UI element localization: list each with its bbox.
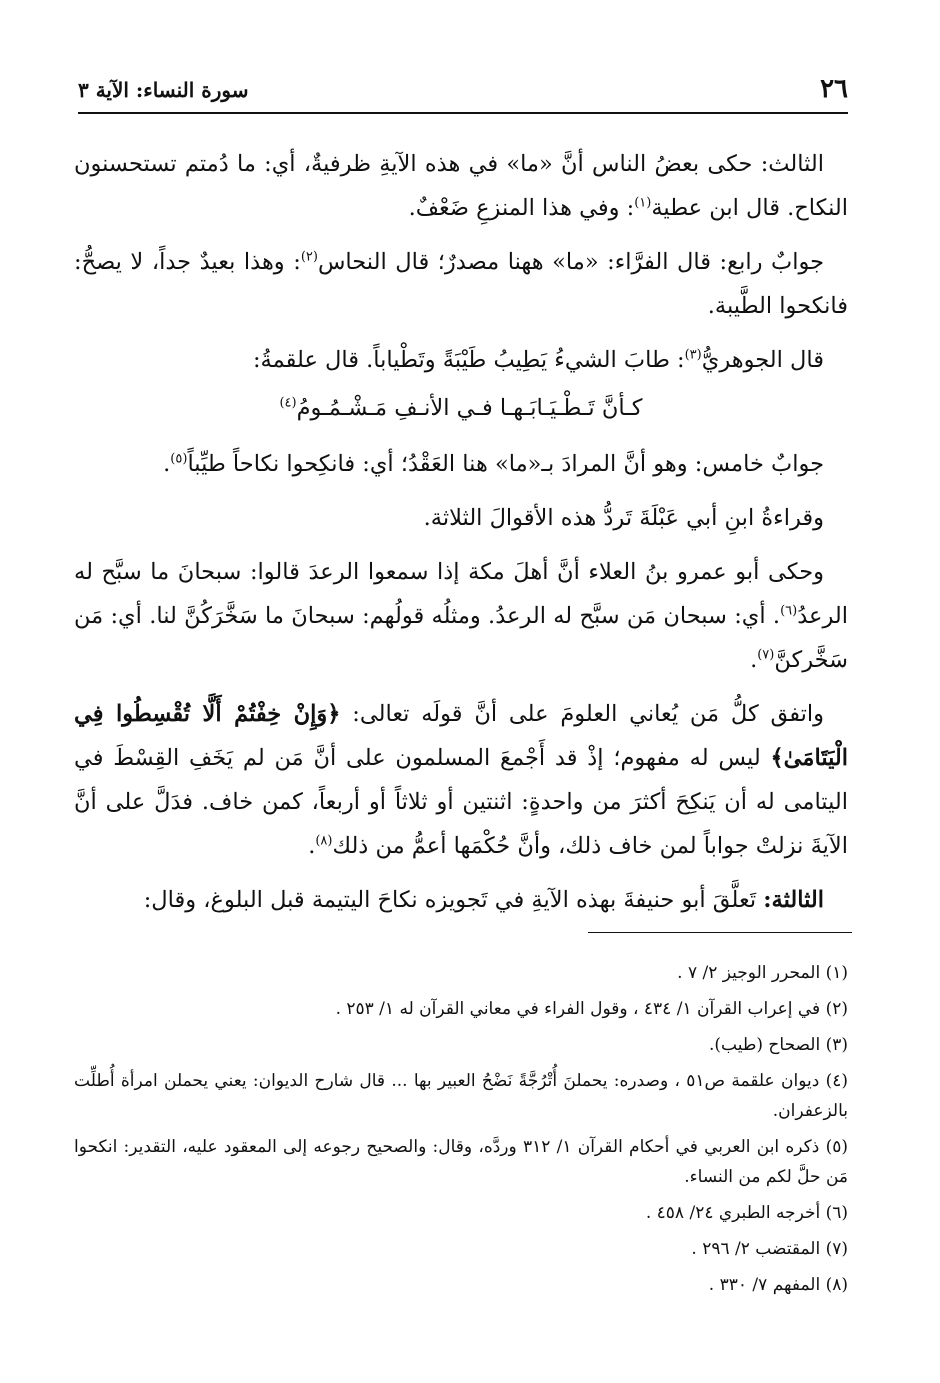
issue-heading: الثالثة: <box>763 887 824 913</box>
footnote-4: (٤) ديوان علقمة ص٥١ ، وصدره: يحملنَ أُتْرُجَّةً نَضْحُ العبير بها ... قال شارح الديوان: يعني يحملن امرأة أُطلِّت بالزعفران. <box>74 1071 848 1121</box>
footnote-5: (٥) ذكره ابن العربي في أحكام القرآن ١/ ٣١٢ وردَّه، وقال: والصحيح رجوعه إلى المعقود عليه، التقدير: انكحوا مَن حلَّ لكم من النساء. <box>74 1137 848 1187</box>
footnotes <box>74 958 848 1306</box>
verse-text: كـأنَّ تَـطْـيَـابَـهـا فـي الأنـفِ مَـشْـمُـومُ <box>296 395 643 421</box>
footnote-ref: (٦) <box>780 603 798 619</box>
text-span: قال الجوهريُّ <box>701 347 824 373</box>
footnote-3: (٣) الصحاح (طيب). <box>708 1035 848 1055</box>
footnote-ref: (٨) <box>315 833 333 849</box>
footnote-7: (٧) المقتضب ٢/ ٢٩٦ . <box>691 1239 848 1259</box>
footnote-1: (١) المحرر الوجيز ٢/ ٧ . <box>677 963 848 983</box>
footnote-6: (٦) أخرجه الطبري ٢٤/ ٤٥٨ . <box>645 1203 848 1223</box>
text-span: : وهذا بعيدٌ جداً، لا يصحُّ: فانكحوا الطَّيبة. <box>74 249 848 319</box>
paragraph-third-issue <box>74 878 848 922</box>
footnote-ref: (٥) <box>170 451 188 467</box>
text-span: : وفي هذا المنزعِ ضَعْفٌ. <box>408 195 635 221</box>
footnote-ref: (٤) <box>279 395 297 411</box>
page-header <box>78 72 848 114</box>
poetry-verse <box>74 386 848 430</box>
footnote-ref: (١) <box>634 195 652 211</box>
page-number: ٢٦ <box>820 74 848 104</box>
text-span: : طابَ الشيءُ يَطِيبُ طَيْبَةً وتَطْياباً. قال علقمةُ: <box>252 347 685 373</box>
text-span: . <box>308 833 316 859</box>
footnote-8: (٨) المفهم ٧/ ٣٣٠ . <box>708 1275 848 1295</box>
paragraph-consensus <box>74 692 848 868</box>
text-span: واتفق كلُّ مَن يُعاني العلومَ على أنَّ قولَه تعالى: <box>340 701 824 727</box>
main-text <box>74 142 848 932</box>
text-span: الثالث: حكى بعضُ الناس أنَّ «ما» في هذه الآيةِ ظرفيةٌ، أي: ما دُمتم تستحسنون النكاح. قال ابن عطية <box>74 151 848 221</box>
text-span: جوابٌ خامس: وهو أنَّ المرادَ بـ«ما» هنا العَقْدُ؛ أي: فانكِحوا نكاحاً طيِّباً <box>187 451 824 477</box>
text-span: وحكى أبو عمرو بنُ العلاء أنَّ أهلَ مكة إذا سمعوا الرعدَ قالوا: سبحانَ ما سبَّح له الرعدُ <box>74 559 848 629</box>
paragraph-third-view <box>74 142 848 230</box>
text-span: ليس له مفهوم؛ إذْ قد أَجْمعَ المسلمون على أنَّ مَن لم يَخَفِ القِسْطَ في اليتامى له أن يَنكِحَ أكثرَ من واحدةٍ: اثنتين أو ثلاثاً أو أربعاً، كمن خاف. فدَلَّ على أنَّ الآيةَ نزلتْ جواباً لمن خاف ذلك، وأنَّ حُكْمَها أعمُّ من ذلك <box>74 745 848 859</box>
footnote-2: (٢) في إعراب القرآن ١/ ٤٣٤ ، وقول الفراء في معاني القرآن له ١/ ٢٥٣ . <box>335 999 848 1019</box>
text-span: تَعلَّقَ أبو حنيفةَ بهذه الآيةِ في تَجويزه نكاحَ اليتيمة قبل البلوغ، وقال: <box>143 887 764 913</box>
text-span: . أي: سبحان مَن سبَّح له الرعدُ. ومثلُه قولُهم: سبحانَ ما سَخَّرَكُنَّ لنا. أي: مَن سَخَّركنَّ <box>74 603 848 673</box>
paragraph-fourth-answer <box>74 240 848 328</box>
text-span: جوابٌ رابع: قال الفرَّاء: «ما» ههنا مصدرٌ؛ قال النحاس <box>317 249 824 275</box>
text-span: . <box>163 451 171 477</box>
footnote-ref: (٢) <box>300 249 318 265</box>
text-span: . <box>750 647 758 673</box>
paragraph-jawhari <box>74 338 848 382</box>
paragraph-abu-amr <box>74 550 848 682</box>
quran-quote: ﴿وَإِنْ خِفْتُمْ أَلَّا تُقْسِطُوا فِي الْيَتَامَىٰ﴾ <box>74 701 848 771</box>
footnote-ref: (٣) <box>684 347 702 363</box>
footnote-divider <box>588 932 852 933</box>
footnote-ref: (٧) <box>757 647 775 663</box>
paragraph-fifth-answer <box>74 442 848 486</box>
running-title: سورة النساء: الآية ٣ <box>78 78 249 102</box>
paragraph-reading: وقراءةُ ابنِ أبي عَبْلَةَ تَردُّ هذه الأقوالَ الثلاثة. <box>423 505 824 531</box>
